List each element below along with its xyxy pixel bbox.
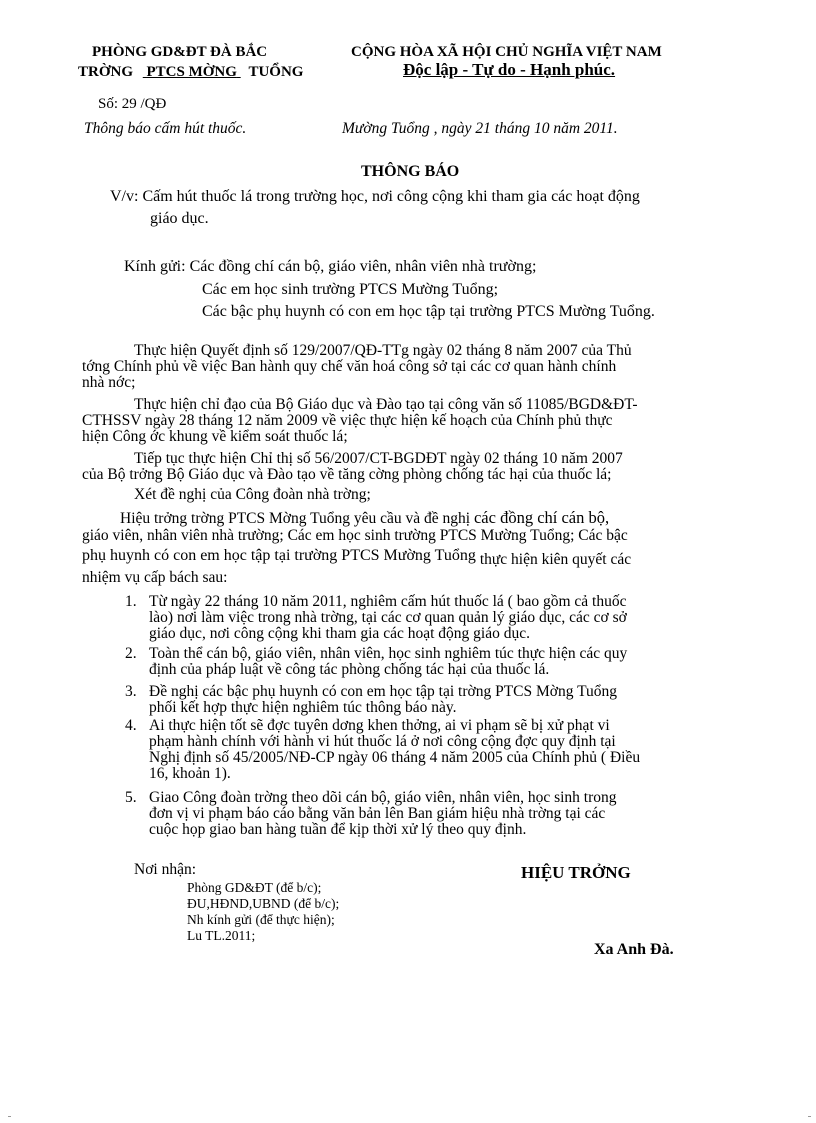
footer-recipient-1: Phòng GD&ĐT (để b/c);: [187, 880, 322, 895]
list-item-line: Từ ngày 22 tháng 10 năm 2011, nghiêm cấm hút thuốc lá ( bao gồm cả thuốc: [149, 593, 627, 610]
school-name: PTCS MỜNG: [146, 64, 237, 80]
document-title: THÔNG BÁO: [361, 163, 460, 180]
recipients-footer-label: Nơi nhận:: [134, 861, 197, 878]
list-item-line: lào) nơi làm việc trong nhà trờng, tại các cơ quan quản lý giáo dục, các cơ sở: [149, 609, 627, 626]
footer-recipient-3: Nh kính gửi (để thực hiện);: [187, 912, 335, 927]
para2-line2: CTHSSV ngày 28 tháng 12 năm 2009 về việc thực hiện kế hoạch của Chính phủ thực: [82, 412, 613, 429]
list-item-line: giáo dục, nơi công cộng khi tham gia các hoạt động giáo dục.: [149, 625, 530, 642]
place-and-date: Mường Tuổng , ngày 21 tháng 10 năm 2011.: [342, 120, 618, 137]
list-item-line: Nghị định số 45/2005/NĐ-CP ngày 06 tháng 4 năm 2005 của Chính phủ ( Điều: [149, 749, 641, 766]
document-subject-line1: V/v: Cấm hút thuốc lá trong trường học, nơi công cộng khi tham gia các hoạt động: [110, 188, 640, 205]
list-item-line: 16, khoản 1).: [149, 765, 231, 782]
footer-recipient-4: Lu TL.2011;: [187, 928, 256, 943]
recipients-line2: Các em học sinh trường PTCS Mường Tuổng;: [202, 281, 499, 298]
list-item-line: đơn vị vi phạm báo cáo bằng văn bản lên Ban giám hiệu nhà trờng tại các: [149, 805, 606, 822]
school-suffix: TUỔNG: [248, 64, 304, 80]
page-corner-mark: [8, 1116, 11, 1117]
para2-line3: hiện Công ớc khung về kiểm soát thuốc lá;: [82, 428, 348, 445]
para5-line1: Hiệu trởng trờng PTCS Mờng Tuổng yêu cầu và đề nghị các đồng chí cán bộ,: [120, 508, 610, 527]
document-subject-short: Thông báo cấm hút thuốc.: [84, 120, 247, 137]
list-item-number: 2.: [125, 645, 137, 662]
list-item-line: Giao Công đoàn trờng theo dõi cán bộ, giáo viên, nhân viên, học sinh trong: [149, 789, 617, 806]
signer-name: Xa Anh Đà.: [594, 941, 674, 958]
list-item-line: cuộc họp giao ban hàng tuần để kịp thời xử lý theo quy định.: [149, 821, 527, 838]
para3-line1: Tiếp tục thực hiện Chỉ thị số 56/2007/CT-BGDĐT ngày 02 tháng 10 năm 2007: [134, 450, 623, 467]
para3-line2: của Bộ trởng Bộ Giáo dục và Đào tạo về tăng cờng phòng chống tác hại của thuốc lá;: [82, 466, 612, 483]
recipients-line3: Các bậc phụ huynh có con em học tập tại trường PTCS Mường Tuổng.: [202, 303, 655, 320]
republic-name: CỘNG HÒA XÃ HỘI CHỦ NGHĨA VIỆT NAM: [351, 44, 662, 60]
list-item-line: định của pháp luật về công tác phòng chống tác hại của thuốc lá.: [149, 661, 550, 678]
para1-line1: Thực hiện Quyết định số 129/2007/QĐ-TTg ngày 02 tháng 8 năm 2007 của Thủ: [134, 342, 632, 359]
page-corner-mark: [808, 1116, 811, 1117]
agency-name: PHÒNG GD&ĐT ĐÀ BẮC: [92, 44, 268, 60]
list-item-line: Ai thực hiện tốt sẽ đợc tuyên dơng khen thởng, ai vi phạm sẽ bị xử phạt vi: [149, 717, 610, 734]
footer-recipient-2: ĐU,HĐND,UBND (để b/c);: [187, 896, 340, 911]
school-name-line: [78, 64, 303, 81]
list-item-line: phạm hành chính với hành vi hút thuốc lá ở nơi công cộng đợc quy định tại: [149, 733, 616, 750]
list-item-number: 4.: [125, 717, 137, 734]
para1-line3: nhà nớc;: [82, 374, 136, 391]
para2-line1: Thực hiện chỉ đạo của Bộ Giáo dục và Đào tạo tại công văn số 11085/BGD&ĐT-: [134, 396, 638, 413]
list-item-number: 1.: [125, 593, 137, 610]
signer-title: HIỆU TRỞNG: [521, 863, 631, 882]
document-number: Số: 29 /QĐ: [98, 96, 167, 112]
document-subject-line2: giáo dục.: [150, 210, 209, 227]
list-item-line: Đề nghị các bậc phụ huynh có con em học tập tại trờng PTCS Mờng Tuổng: [149, 683, 617, 700]
para5-line4: nhiệm vụ cấp bách sau:: [82, 569, 228, 586]
list-item-line: Toàn thể cán bộ, giáo viên, nhân viên, học sinh nghiêm túc thực hiện các quy: [149, 645, 628, 662]
list-item-number: 5.: [125, 789, 137, 806]
para4: Xét đề nghị của Công đoàn nhà trờng;: [134, 486, 371, 503]
motto: Độc lập - Tự do - Hạnh phúc.: [403, 60, 616, 79]
para5-line2: giáo viên, nhân viên nhà trường; Các em học sinh trường PTCS Mường Tuổng; Các bậc: [82, 527, 628, 544]
para5-line3: phụ huynh có con em học tập tại trường PTCS Mường Tuổng thực hiện kiên quyết các: [82, 547, 632, 568]
list-item-number: 3.: [125, 683, 137, 700]
para1-line2: tớng Chính phủ về việc Ban hành quy chế văn hoá công sở tại các cơ quan hành chính: [82, 358, 617, 375]
recipients-line1: Kính gửi: Các đồng chí cán bộ, giáo viên, nhân viên nhà trường;: [124, 258, 537, 275]
school-prefix: TRỜNG: [78, 64, 134, 80]
list-item-line: phối kết hợp thực hiện nghiêm túc thông báo này.: [149, 699, 457, 716]
